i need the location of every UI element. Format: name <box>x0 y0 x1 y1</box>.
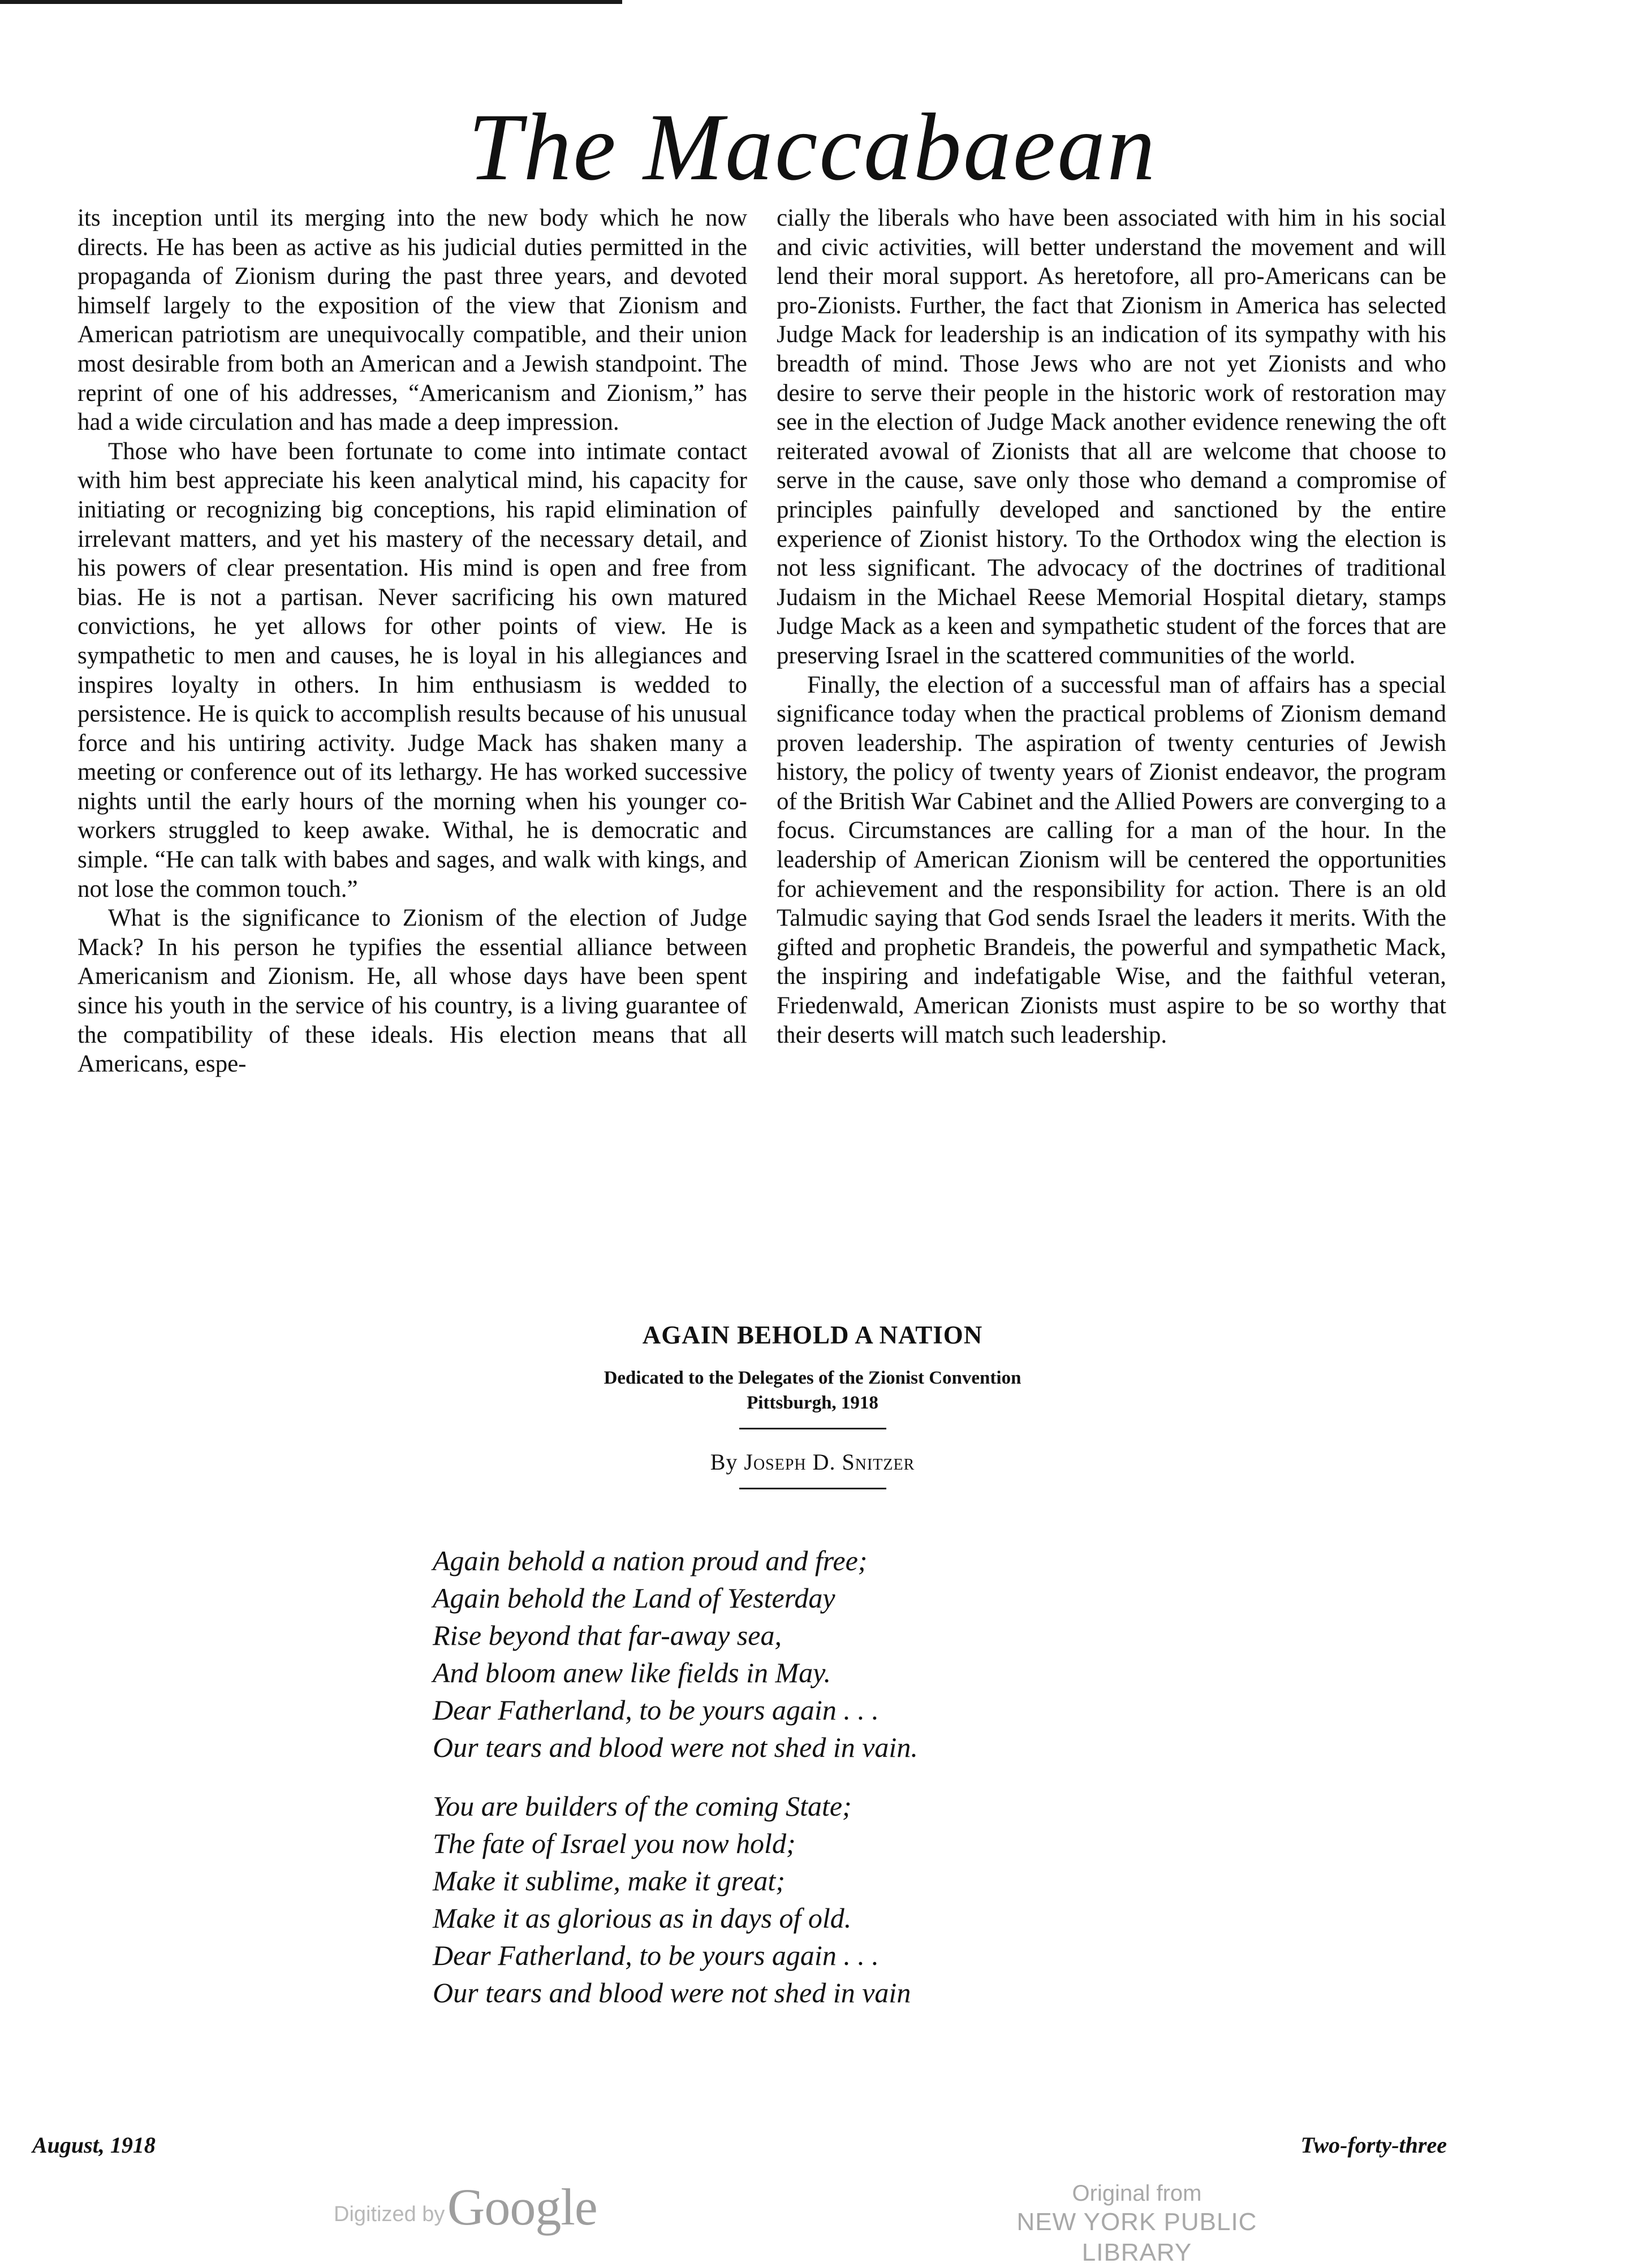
poem-author: Joseph D. Snitzer <box>744 1449 915 1475</box>
google-logo: Google <box>447 2178 597 2236</box>
poem-body <box>433 1542 918 2033</box>
footer-date: August, 1918 <box>32 2132 156 2158</box>
paragraph: What is the significance to Zionism of the election of Judge Mack? In his person he typifies the essential alliance between Americanism and Zionism. He, all whose days have been spent since his youth in the service of his country, is a living guarantee of the compatibility of these ideals. His election means that all Americans, espe- <box>77 905 747 1078</box>
poem-line: Again behold a nation proud and free; <box>433 1545 868 1576</box>
dedication-line: Pittsburgh, 1918 <box>747 1393 878 1413</box>
dedication-line: Dedicated to the Delegates of the Zionist Convention <box>604 1368 1021 1388</box>
poem-line: You are builders of the coming State; <box>433 1790 852 1822</box>
digitized-by-watermark <box>334 2177 597 2239</box>
library-name: NEW YORK PUBLIC LIBRARY <box>1016 2208 1257 2266</box>
poem-line: Make it sublime, make it great; <box>433 1865 785 1897</box>
poem-line: Dear Fatherland, to be yours again . . . <box>433 1694 879 1726</box>
poem-line: Again behold the Land of Yesterday <box>433 1582 835 1614</box>
footer-page-number: Two-forty-three <box>1300 2132 1447 2158</box>
masthead: The Maccabaean <box>468 94 1157 200</box>
poem-section <box>0 1320 1625 2008</box>
poem-stanza <box>433 1542 918 1766</box>
poem-byline <box>0 1449 1625 1475</box>
paragraph: Finally, the election of a successful man of affairs has a special significance today when the practical problems of Zionism demand proven leadership. The aspiration of twenty centuries of Jewish history, the policy of twenty years of Zionist endeavor, the program of the British War Cabinet and the Allied Powers are converging to a focus. Circumstances are calling for a man of the hour. In the leadership of American Zionism will be centered the opportunities for achievement and the responsibility for action. There is an old Talmudic saying that God sends Israel the leaders it merits. With the gifted and prophetic Brandeis, the powerful and sympathetic Mack, the inspiring and indefatigable Wise, and the faithful veteran, Friedenwald, American Zionists must aspire to be so worthy that their deserts will match such leadership. <box>777 671 1446 1048</box>
byline-prefix: By <box>710 1449 738 1475</box>
poem-line: The fate of Israel you now hold; <box>433 1828 796 1859</box>
paragraph: its inception until its merging into the new body which he now directs. He has been as active as his judicial duties permitted in the propaganda of Zionism during the past three years, and devoted himself largely to the exposition of the view that Zionism and American patriotism are unequivocally compatible, and their union most desirable from both an American and a Jewish standpoint. The reprint of one of his addresses, “Americanism and Zionism,” has had a wide circulation and has made a deep impression. <box>77 205 747 436</box>
poem-line: Rise beyond that far-away sea, <box>433 1619 782 1651</box>
divider <box>739 1488 886 1489</box>
original-from-label: Original from <box>1072 2181 1202 2206</box>
poem-line: Dear Fatherland, to be yours again . . . <box>433 1939 879 1971</box>
poem-line: Make it as glorious as in days of old. <box>433 1902 852 1934</box>
original-from-watermark <box>962 2180 1312 2268</box>
poem-line: Our tears and blood were not shed in vain. <box>433 1731 918 1763</box>
poem-line: Our tears and blood were not shed in vain <box>433 1977 911 2008</box>
article-left-column <box>77 204 747 1079</box>
paragraph: Those who have been fortunate to come into intimate contact with him best appreciate his keen analytical mind, his capacity for initiating or recognizing big conceptions, his rapid elimination of irrelevant matters, and yet his mastery of the necessary detail, and his powers of clear presentation. His mind is open and free from bias. He is not a partisan. Never sacrificing his own matured convictions, he yet allows for other points of view. He is sympathetic to men and causes, he is loyal in his allegiances and inspires loyalty in others. In him enthusiasm is wedded to persistence. He is quick to accomplish results because of his unusual force and his untiring activity. Judge Mack has shaken many a meeting or conference out of its lethargy. He has worked successive nights until the early hours of the morning when his younger co-workers struggled to keep awake. Withal, he is democratic and simple. “He can talk with babes and sages, and walk with kings, and not lose the common touch.” <box>77 438 747 902</box>
article-right-column <box>777 204 1446 1049</box>
poem-line: And bloom anew like fields in May. <box>433 1657 831 1688</box>
poem-stanza <box>433 1787 918 2011</box>
poem-dedication <box>0 1366 1625 1415</box>
top-rule <box>0 0 622 4</box>
paragraph: cially the liberals who have been associated with him in his social and civic activities, will better understand the movement and will lend their moral support. As heretofore, all pro-Americans can be pro-Zionists. Further, the fact that Zionism in America has selected Judge Mack for leadership is an indication of its sympathy with his breadth of mind. Those Jews who are not yet Zionists and who desire to serve their people in the historic work of restoration may see in the election of Judge Mack another evidence renewing the oft reiterated avowal of Zionists that all are welcome that choose to serve in the cause, save only those who demand a compromise of principles painfully developed and sanctioned by the entire experience of Zionist history. To the Orthodox wing the election is not less significant. The advocacy of the doctrines of traditional Judaism in the Michael Reese Memorial Hospital dietary, stamps Judge Mack as a keen and sympathetic student of the forces that are preserving Israel in the scattered communities of the world. <box>777 205 1446 669</box>
poem-title: AGAIN BEHOLD A NATION <box>642 1321 983 1349</box>
digitized-by-label: Digitized by <box>334 2202 445 2226</box>
divider <box>739 1428 886 1429</box>
